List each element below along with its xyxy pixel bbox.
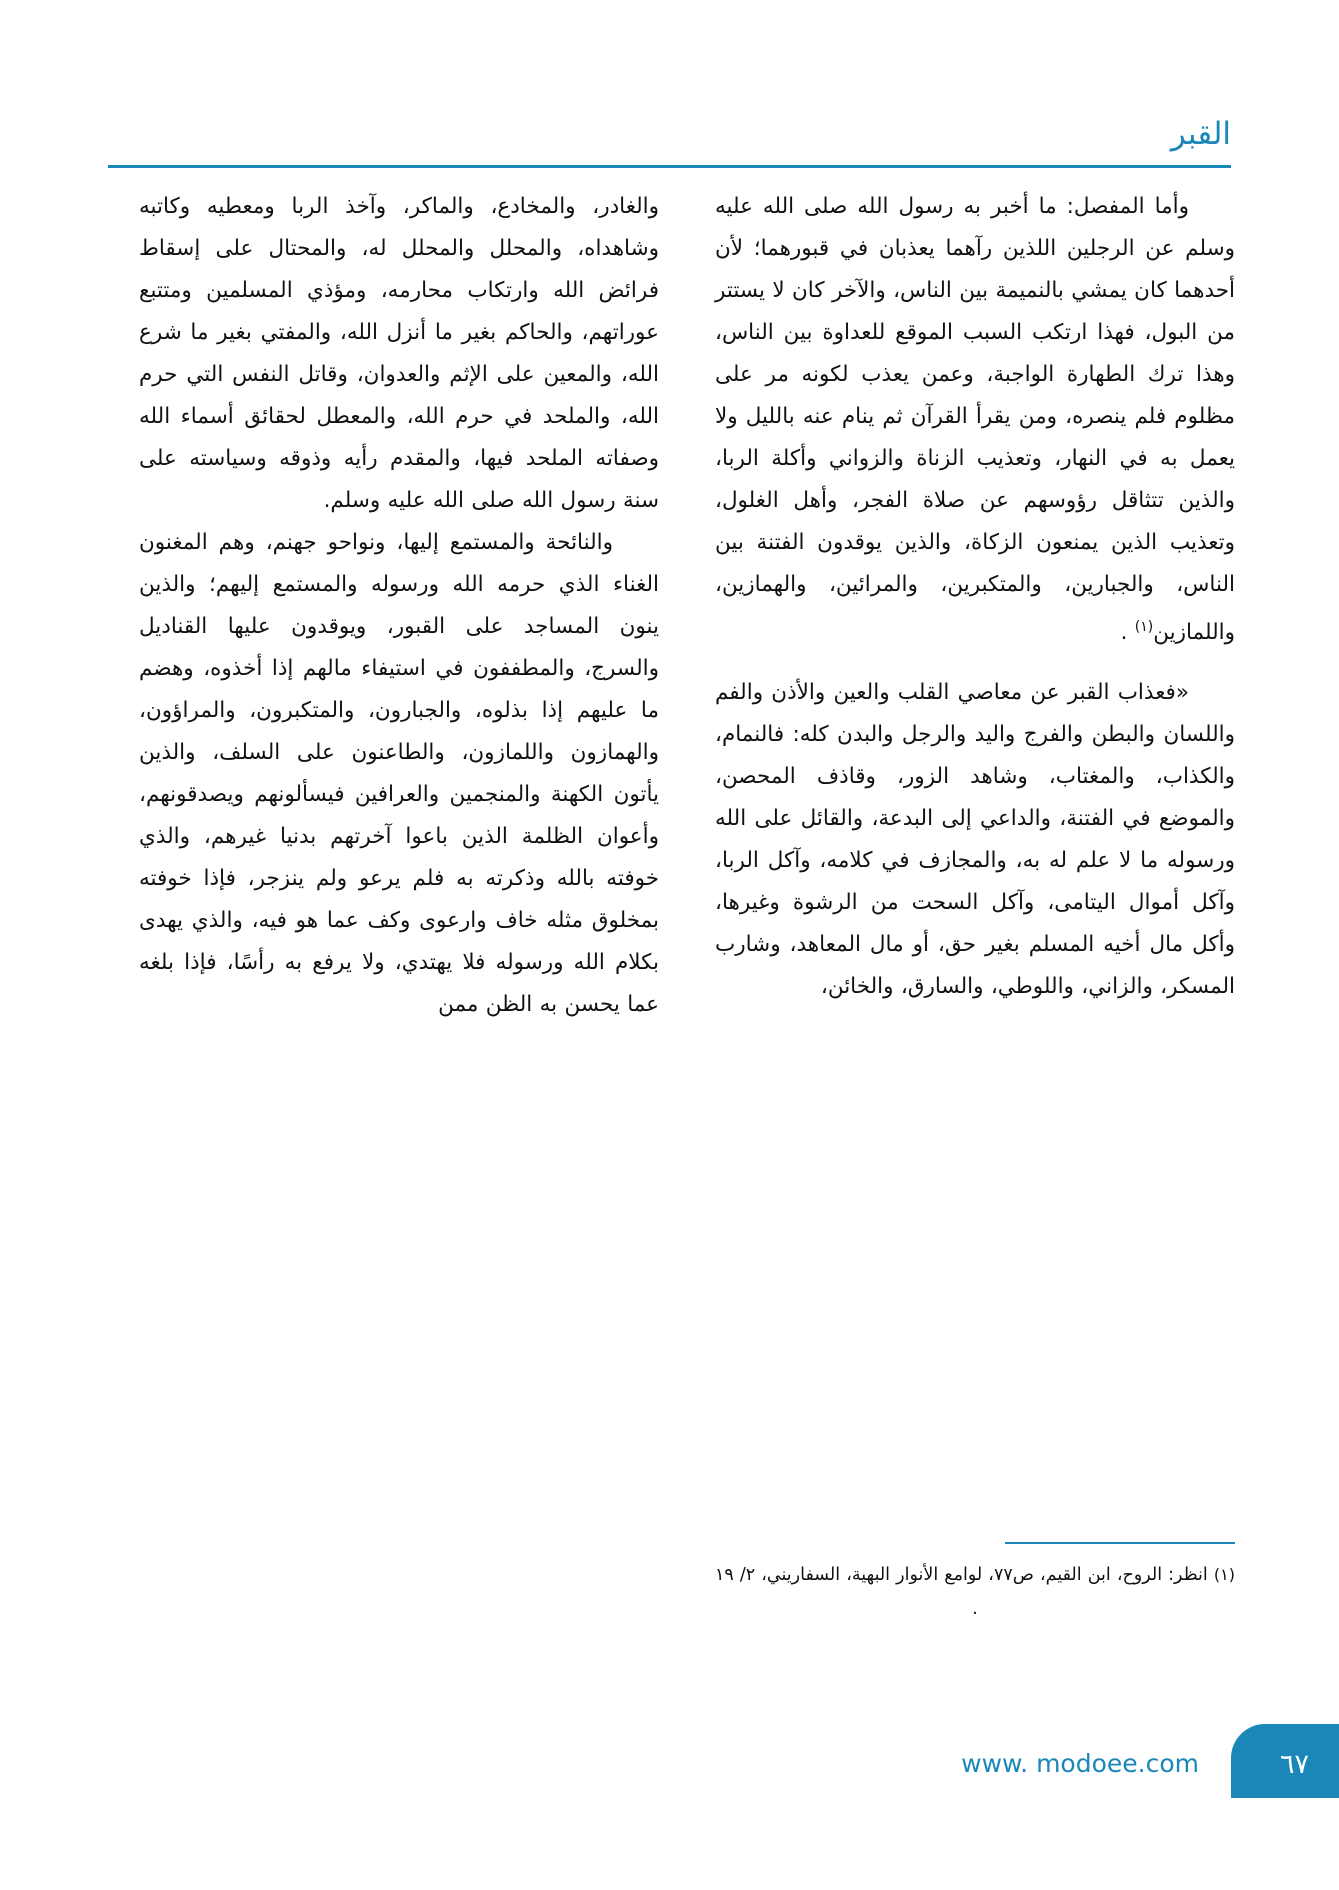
site-url[interactable]: www. modoee.com	[961, 1749, 1199, 1778]
header-divider	[108, 165, 1231, 168]
footnote-text: انظر: الروح، ابن القيم، ص٧٧، لوامع الأنوار البهية، السفاريني، ٢/ ١٩ .	[715, 1565, 1208, 1619]
footnote-block	[715, 1542, 1235, 1627]
column-left	[139, 186, 659, 1626]
page-header	[108, 116, 1231, 168]
footnote-number: (١)	[1213, 1565, 1235, 1584]
footnote-divider	[1005, 1542, 1235, 1545]
column-left-body	[139, 186, 659, 1026]
footnote-text-line	[715, 1558, 1235, 1626]
page-title: القبر	[1170, 116, 1231, 152]
folio-badge	[1231, 1724, 1339, 1798]
paragraph-continuation: والغادر، والمخادع، والماكر، وآخذ الربا ومعطيه وكاتبه وشاهداه، والمحلل والمحلل له، والمحتال على إسقاط فرائض الله وارتكاب محارمه، ومؤذي المسلمين ومتتبع عوراتهم، والحاكم بغير ما أنزل الله، والمفتي بغير ما شرع الله، والمعين على الإثم والعدوان، وقاتل النفس التي حرم الله، والملحد في حرم الله، والمعطل لحقائق أسماء الله وصفاته الملحد فيها، والمقدم رأيه وذوقه وسياسته على سنة رسول الله صلى الله عليه وسلم.	[139, 194, 659, 513]
paragraph-naaiha: والنائحة والمستمع إليها، ونواحو جهنم، وهم المغنون الغناء الذي حرمه الله ورسوله والمستمع إليهم؛ والذين ينون المساجد على القبور، ويوقدون عليها القناديل والسرج، والمطففون في استيفاء مالهم إذا أخذوه، وهضم ما عليهم إذا بذلوه، والجبارون، والمتكبرون، والمراؤون، والهمازون واللمازون، والطاعنون على السلف، والذين يأتون الكهنة والمنجمين والعرافين فيسألونهم ويصدقونهم، وأعوان الظلمة الذين باعوا آخرتهم بدنيا غيرهم، والذي خوفته بالله وذكرته به فلم يرعو ولم ينزجر، فإذا خوفته بمخلوق مثله خاف وارعوى وكف عما هو فيه، والذي يهدى بكلام الله ورسوله فلا يهتدي، ولا يرفع به رأسًا، فإذا بلغه عما يحسن به الظن ممن	[139, 530, 659, 1017]
paragraph-mufassal: وأما المفصل: ما أخبر به رسول الله صلى الله عليه وسلم عن الرجلين اللذين رآهما يعذبان في قبورهما؛ لأن أحدهما كان يمشي بالنميمة بين الناس، والآخر كان لا يستتر من البول، فهذا ارتكب السبب الموقع للعداوة بين الناس، وهذا ترك الطهارة الواجبة، وعمن يعذب لكونه مر على مظلوم فلم ينصره، ومن يقرأ القرآن ثم ينام عنه بالليل ولا يعمل به في النهار، وتعذيب الزناة والزواني وأكلة الربا، والذين تتثاقل رؤوسهم عن صلاة الفجر، وأهل الغلول، وتعذيب الذين يمنعون الزكاة، والذين يوقدون الفتنة بين الناس، والجبارين، والمتكبرين، والمرائين، والهمازين، واللمازين$^{(١)}$ .	[715, 194, 1235, 646]
footnote-marker: (١)	[1134, 619, 1154, 635]
paragraph-mufassal-text: وأما المفصل: ما أخبر به رسول الله صلى الله عليه وسلم عن الرجلين اللذين رآهما يعذبان في قبورهما؛ لأن أحدهما كان يمشي بالنميمة بين الناس، والآخر كان لا يستتر من البول، فهذا ارتكب السبب الموقع للعداوة بين الناس، وهذا ترك الطهارة الواجبة، وعمن يعذب لكونه مر على مظلوم فلم ينصره، ومن يقرأ القرآن ثم ينام عنه بالليل ولا يعمل به في النهار، وتعذيب الزناة والزواني وأكلة الربا، والذين تتثاقل رؤوسهم عن صلاة الفجر، وأهل الغلول، وتعذيب الذين يمنعون الزكاة، والذين يوقدون الفتنة بين الناس، والجبارين، والمتكبرين، والمرائين، والهمازين، واللمازين	[715, 194, 1235, 646]
page-footer	[0, 1724, 1339, 1798]
text-columns	[104, 186, 1235, 1626]
column-right	[715, 186, 1235, 1626]
column-right-body	[715, 186, 1235, 1008]
paragraph-quote: «فعذاب القبر عن معاصي القلب والعين والأذن والفم واللسان والبطن والفرج واليد والرجل والبدن كله: فالنمام، والكذاب، والمغتاب، وشاهد الزور، وقاذف المحصن، والموضع في الفتنة، والداعي إلى البدعة، والقائل على الله ورسوله ما لا علم له به، والمجازف في كلامه، وآكل الربا، وآكل أموال اليتامى، وآكل السحت من الرشوة وغيرها، وأكل مال أخيه المسلم بغير حق، أو مال المعاهد، وشارب المسكر، والزاني، واللوطي، والسارق، والخائن،	[715, 680, 1235, 1000]
folio-number: ٦٧	[1279, 1749, 1309, 1780]
